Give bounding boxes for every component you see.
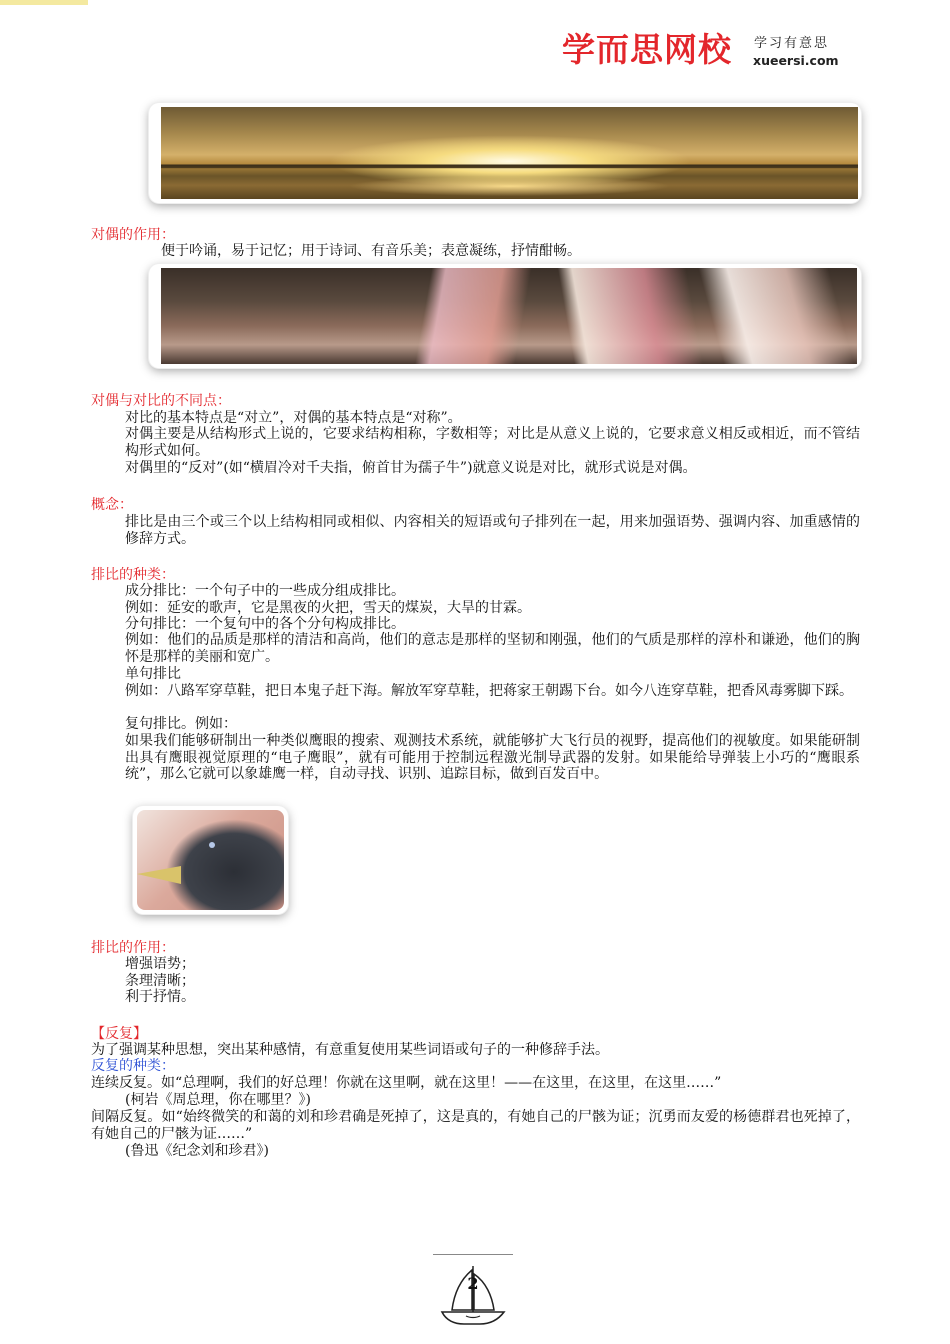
paibi-types-line-7: 复句排比。例如： [125,716,237,732]
paibi-types-line-5: 单句排比 [125,666,181,682]
difference-line-1: 对比的基本特点是“对立”，对偶的基本特点是“对称”。 [125,410,462,426]
paibi-types-line-8: 如果我们能够研制出一种类似鹰眼的搜索、观测技术系统，就能够扩大飞行员的视野，提高他们的视敏度。如果能研制出具有鹰眼视觉原理的“电子鹰眼”，就有可能用于控制远程激光制导武器的发射。如果能给导弹装上小巧的“鹰眼系统”，那么它就可以象雄鹰一样，自动寻找、识别、追踪目标，做到百发百中。 [125,733,860,782]
bird-eye [209,842,215,848]
page-number: 2 [467,1274,479,1293]
paibi-effect-heading: 排比的作用： [91,940,175,956]
paibi-types-heading: 排比的种类： [91,567,175,583]
paibi-effect-item: 利于抒情。 [125,989,195,1005]
bird-photo [133,806,288,914]
brand-url: xueersi.com [753,53,839,68]
repetition-definition: 为了强调某种思想，突出某种感情，有意重复使用某些词语或句子的一种修辞手法。 [91,1042,609,1058]
paibi-effect-item: 增强语势； [125,956,195,972]
brand-name: 学而思网校 [562,30,732,69]
sunset-photo [149,103,861,203]
duiou-effect-heading: 对偶的作用： [91,227,175,243]
repetition-types-heading: 反复的种类： [91,1058,175,1074]
brand-slogan: 学习有意思 [754,36,830,51]
concept-text: 排比是由三个或三个以上结构相同或相似、内容相关的短语或句子排列在一起，用来加强语势、强调内容、加重感情的修辞方式。 [125,514,860,547]
paibi-types-line-2: 例如：延安的歌声，它是黑夜的火把，雪天的煤炭，大旱的甘霖。 [125,600,531,616]
classroom-photo [149,264,861,368]
paibi-effect-item: 条理清晰； [125,973,195,989]
difference-line-3: 对偶里的“反对”(如“横眉冷对千夫指，俯首甘为孺子牛”)就意义说是对比，就形式说是对偶。 [125,460,697,476]
corner-mark [0,0,88,5]
difference-heading: 对偶与对比的不同点： [91,393,231,409]
paibi-types-line-6: 例如：八路军穿草鞋，把日本鬼子赶下海。解放军穿草鞋，把蒋家王朝踢下台。如今八连穿草鞋，把香风毒雾脚下踩。 [125,683,853,699]
paibi-types-line-1: 成分排比：一个句子中的一些成分组成排比。 [125,583,405,599]
duiou-effect-text: 便于吟诵，易于记忆；用于诗词、有音乐美；表意凝练，抒情酣畅。 [161,243,581,259]
bird-beak [137,866,181,884]
concept-heading: 概念： [91,497,133,513]
repetition-line-2: 间隔反复。如“始终微笑的和蔼的刘和珍君确是死掉了，这是真的，有她自己的尸骸为证；沉勇而友爱的杨德群君也死掉了，有她自己的尸骸为证……” [91,1109,860,1142]
sailboat-icon [436,1262,510,1328]
repetition-source-2: (鲁迅《纪念刘和珍君》) [125,1143,269,1159]
paibi-types-line-4: 例如：他们的品质是那样的清洁和高尚，他们的意志是那样的坚韧和刚强，他们的气质是那样的淳朴和谦逊，他们的胸怀是那样的美丽和宽广。 [125,632,860,665]
footer-rule [433,1254,513,1255]
difference-line-2: 对偶主要是从结构形式上说的，它要求结构相称，字数相等；对比是从意义上说的，它要求意义相反或相近，而不管结构形式如何。 [125,426,860,459]
repetition-heading: 【反复】 [91,1026,147,1042]
paibi-types-line-3: 分句排比：一个复句中的各个分句构成排比。 [125,616,405,632]
repetition-line-1: 连续反复。如“总理啊，我们的好总理！你就在这里啊，就在这里！——在这里，在这里，在这里……” [91,1075,722,1091]
repetition-source-1: (柯岩《周总理，你在哪里？》) [125,1092,311,1108]
